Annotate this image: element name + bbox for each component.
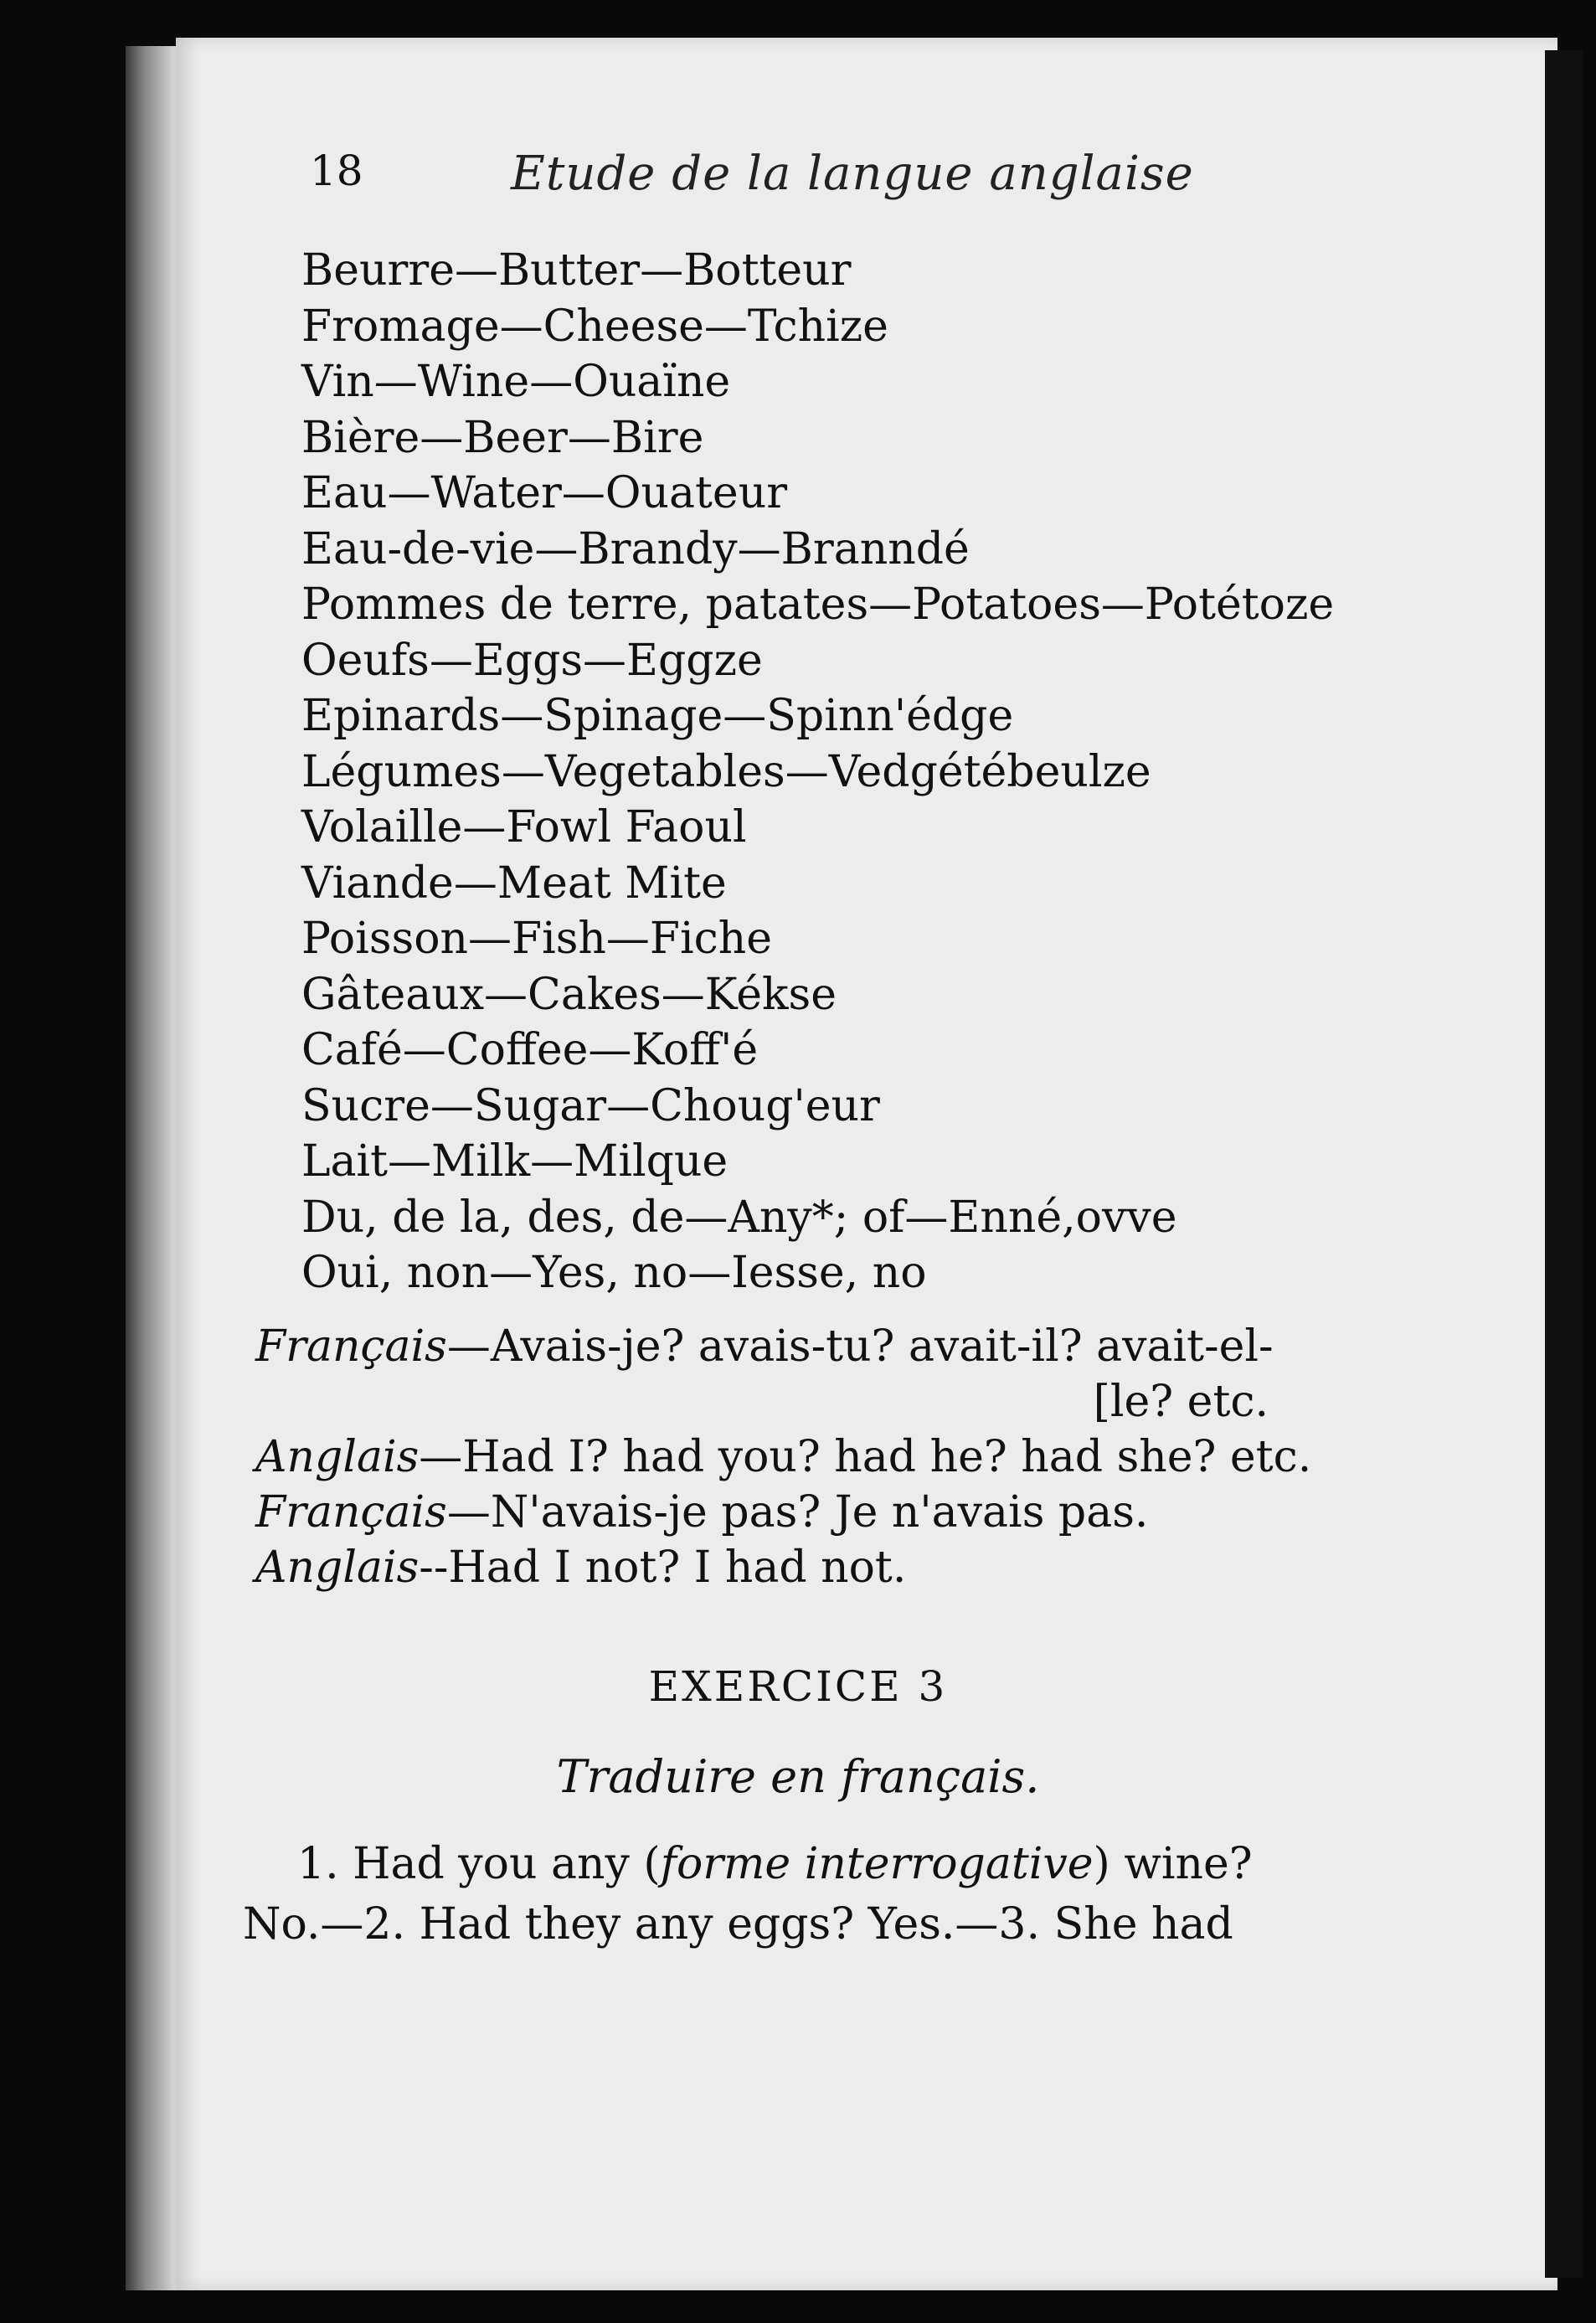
vocab-item: Légumes—Vegetables—Vedgétébeulze [301,746,1151,797]
grammar-text: —Had I? had you? had he? had she? etc. [419,1432,1312,1482]
vocab-item: Bière—Beer—Bire [301,412,704,463]
grammar-line [255,1540,1277,1595]
vocab-item: Lait—Milk—Milque [301,1136,728,1187]
language-label: Français [255,1321,447,1372]
vocab-item: Oeufs—Eggs—Eggze [301,635,763,686]
running-title: Etude de la langue anglaise [511,147,1194,201]
exercise-text [243,1834,1253,1955]
grammar-line [255,1485,1277,1540]
exercise-line: No.—2. Had they any eggs? Yes.—3. She had [243,1899,1233,1950]
grammar-line [255,1319,1277,1374]
vocab-item: Eau-de-vie—Brandy—Branndé [301,523,970,574]
vocab-item: Volaille—Fowl Faoul [301,802,747,852]
vocab-item: Beurre—Butter—Botteur [301,245,852,296]
language-label: Français [255,1487,447,1538]
vocab-item: Du, de la, des, de—Any*; of—Enné,ovve [301,1192,1177,1243]
exercise-subtitle: Traduire en français. [556,1750,1040,1803]
grammar-text: —Avais-je? avais-tu? avait-il? avait-el- [446,1321,1274,1372]
exercise-line-part: ) wine? [1093,1839,1253,1889]
exercise-line [243,1834,1253,1894]
page-number: 18 [310,147,363,195]
grammar-line [255,1429,1312,1485]
vocab-item: Poisson—Fish—Fiche [301,914,772,964]
vocab-item: Vin—Wine—Ouaïne [301,357,731,407]
grammar-section [255,1319,1312,1595]
vocab-item: Pommes de terre, patates—Potatoes—Potétoze [301,579,1335,630]
grammar-text: --Had I not? I had not. [419,1543,907,1593]
vocab-item: Café—Coffee—Koff'é [301,1025,759,1075]
exercise-title: EXERCICE 3 [648,1662,948,1711]
vocabulary-list [301,243,1390,1301]
vocab-item: Eau—Water—Ouateur [301,468,788,518]
vocab-item: Oui, non—Yes, no—Iesse, no [301,1248,927,1298]
grammar-line-continuation: [le? etc. [1093,1377,1269,1427]
vocab-item: Fromage—Cheese—Tchize [301,301,888,352]
language-label: Anglais [255,1543,420,1593]
exercise-line-italic: forme interrogative [660,1839,1094,1889]
vocab-item: Viande—Meat Mite [301,858,727,909]
vocab-item: Sucre—Sugar—Choug'eur [301,1080,880,1131]
exercise-line-part: 1. Had you any ( [297,1839,661,1889]
grammar-text: —N'avais-je pas? Je n'avais pas. [446,1487,1149,1538]
page-header [310,147,1231,222]
vocab-item: Gâteaux—Cakes—Kékse [301,969,837,1020]
vocab-item: Epinards—Spinage—Spinn'édge [301,691,1014,741]
page-edge-shadow [1545,50,1583,2278]
language-label: Anglais [255,1432,420,1482]
